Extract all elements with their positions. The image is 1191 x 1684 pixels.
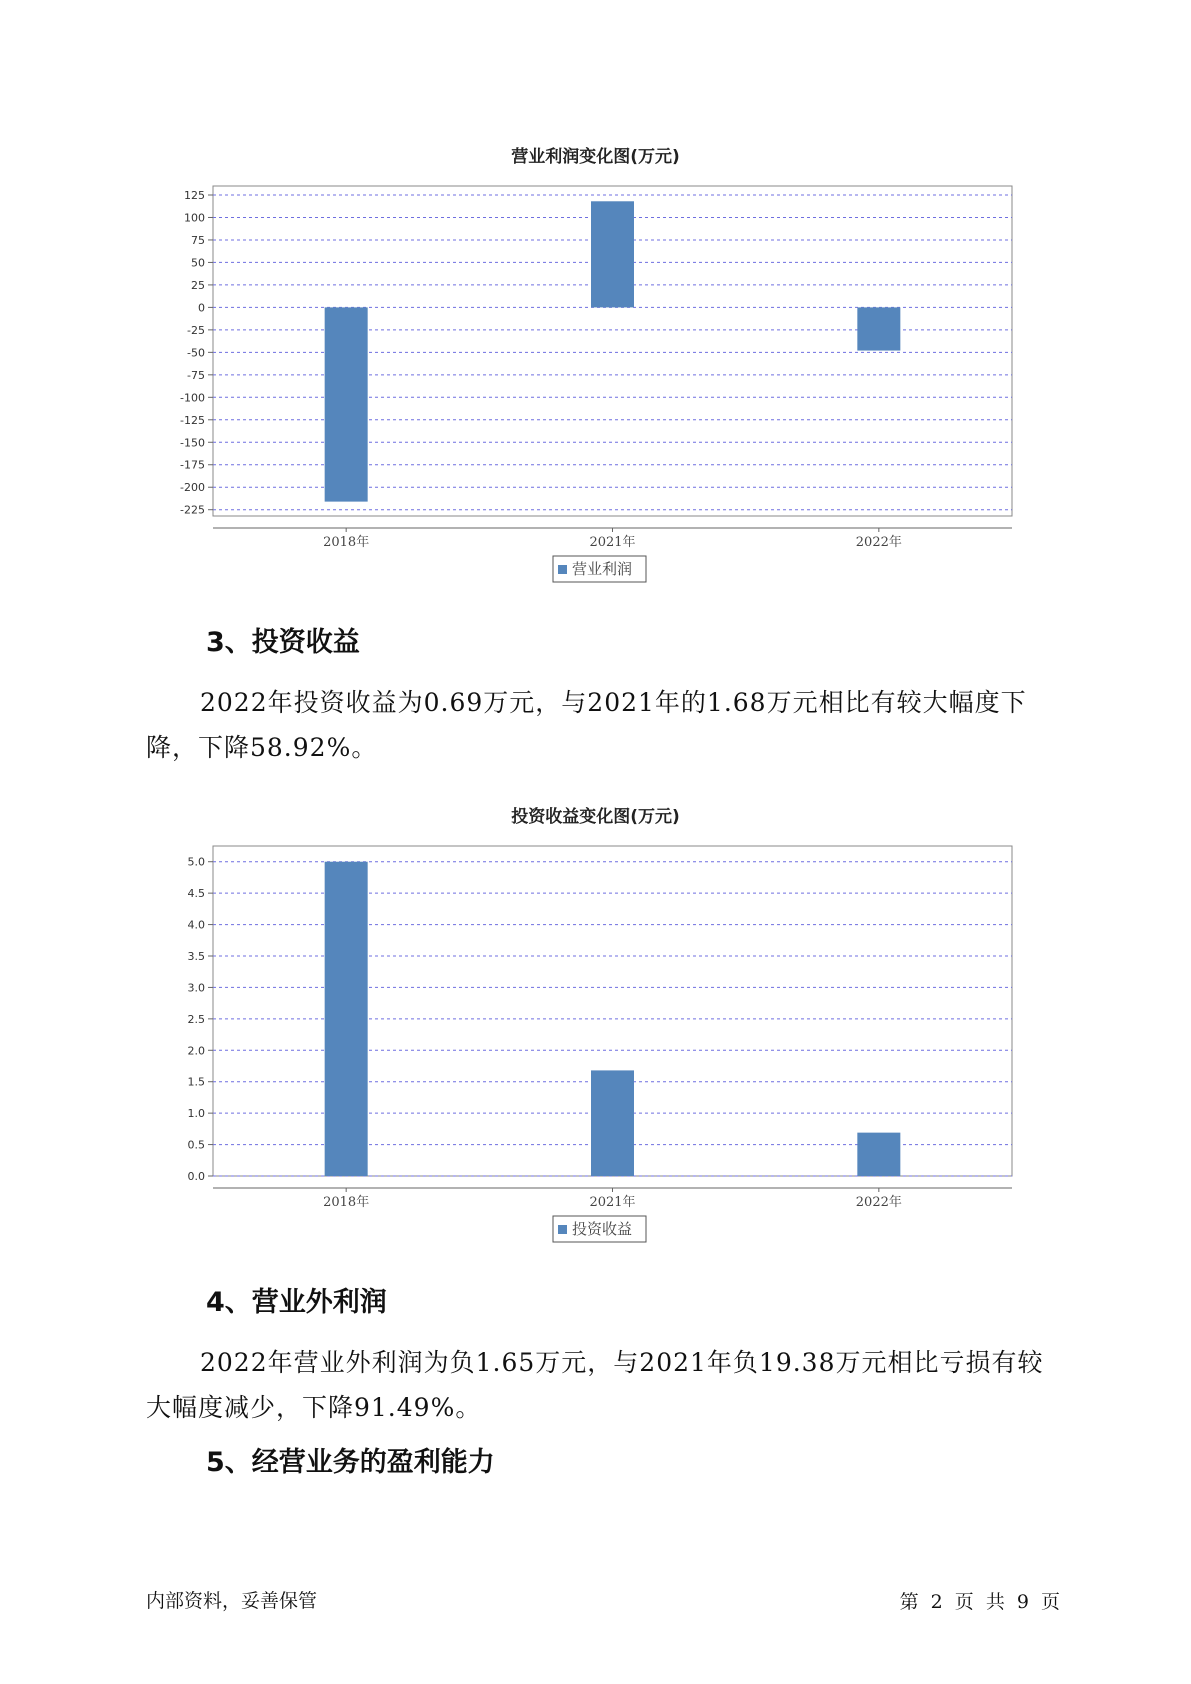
operating-profit-y-tick-label: -225 <box>180 503 205 517</box>
investment-income-y-tick-label: 4.0 <box>187 918 205 932</box>
operating-profit-y-tick-label: -200 <box>180 481 205 495</box>
operating-profit-y-tick-label: 75 <box>191 233 205 247</box>
investment-income-y-tick-label: 0.5 <box>187 1138 205 1152</box>
investment-income-y-tick-label: 0.0 <box>187 1170 205 1183</box>
operating-profit-legend <box>553 556 646 582</box>
investment-income-x-tick-label: 2022年 <box>855 1195 902 1210</box>
investment-income-y-tick-label: 3.0 <box>187 981 205 995</box>
operating-profit-y-tick-label: -175 <box>180 458 205 472</box>
operating-profit-y-tick-label: -100 <box>180 391 205 405</box>
investment-income-y-tick-label: 5.0 <box>187 855 205 869</box>
operating-profit-chart-title: 营业利润变化图(万元) <box>511 147 680 167</box>
investment-income-y-tick-label: 1.0 <box>187 1107 205 1121</box>
operating-profit-y-tick-label: -25 <box>187 323 205 337</box>
investment-income-y-tick-label: 1.5 <box>187 1075 205 1089</box>
investment-income-x-tick-label: 2018年 <box>323 1195 370 1210</box>
section-5-heading: 5、经营业务的盈利能力 <box>206 1447 495 1478</box>
investment-income-bar-1 <box>325 862 368 1176</box>
operating-profit-bar-3 <box>857 307 900 350</box>
investment-income-bar-2 <box>591 1070 634 1176</box>
investment-income-bar-3 <box>857 1133 900 1176</box>
operating-profit-x-tick-label: 2018年 <box>323 535 370 550</box>
operating-profit-legend-label: 营业利润 <box>572 560 633 578</box>
investment-income-y-tick-label: 3.5 <box>187 950 205 963</box>
investment-income-y-tick-label: 2.0 <box>187 1044 205 1058</box>
operating-profit-y-tick-label: 0 <box>198 301 205 315</box>
operating-profit-bar-2 <box>591 201 634 307</box>
investment-income-y-tick-label: 2.5 <box>187 1012 205 1026</box>
investment-income-y-tick-label: 4.5 <box>187 887 205 901</box>
operating-profit-y-tick-label: 100 <box>184 211 205 225</box>
operating-profit-y-tick-label: -125 <box>180 413 205 427</box>
operating-profit-y-tick-label: -50 <box>187 346 205 360</box>
footer-confidential-note: 内部资料，妥善保管 <box>146 1590 318 1612</box>
investment-income-chart-title: 投资收益变化图(万元) <box>511 807 680 827</box>
section-3-paragraph: 2022年投资收益为0.69万元，与2021年的1.68万元相比有较大幅度下降，下降58.92%。 <box>146 688 1027 762</box>
operating-profit-bar-1 <box>325 307 368 501</box>
operating-profit-y-tick-label: 125 <box>184 188 205 202</box>
investment-income-legend <box>553 1216 646 1242</box>
investment-income-legend-swatch <box>558 1225 567 1234</box>
operating-profit-y-tick-label: 50 <box>191 256 205 270</box>
investment-income-legend-label: 投资收益 <box>572 1220 633 1238</box>
operating-profit-y-tick-label: 25 <box>191 278 205 292</box>
section-3-heading: 3、投资收益 <box>206 627 360 658</box>
operating-profit-chart <box>0 170 1191 590</box>
investment-income-chart <box>0 830 1191 1250</box>
section-4-paragraph: 2022年营业外利润为负1.65万元，与2021年负19.38万元相比亏损有较大幅度减少，下降91.49%。 <box>146 1348 1044 1422</box>
operating-profit-x-tick-label: 2021年 <box>589 535 636 550</box>
operating-profit-y-tick-label: -75 <box>187 368 205 382</box>
investment-income-x-tick-label: 2021年 <box>589 1195 636 1210</box>
section-4-heading: 4、营业外利润 <box>206 1287 387 1318</box>
operating-profit-y-tick-label: -150 <box>180 436 205 450</box>
footer-page-number: 第 2 页 共 9 页 <box>899 1591 1060 1613</box>
operating-profit-legend-swatch <box>558 565 567 574</box>
operating-profit-x-tick-label: 2022年 <box>855 535 902 550</box>
